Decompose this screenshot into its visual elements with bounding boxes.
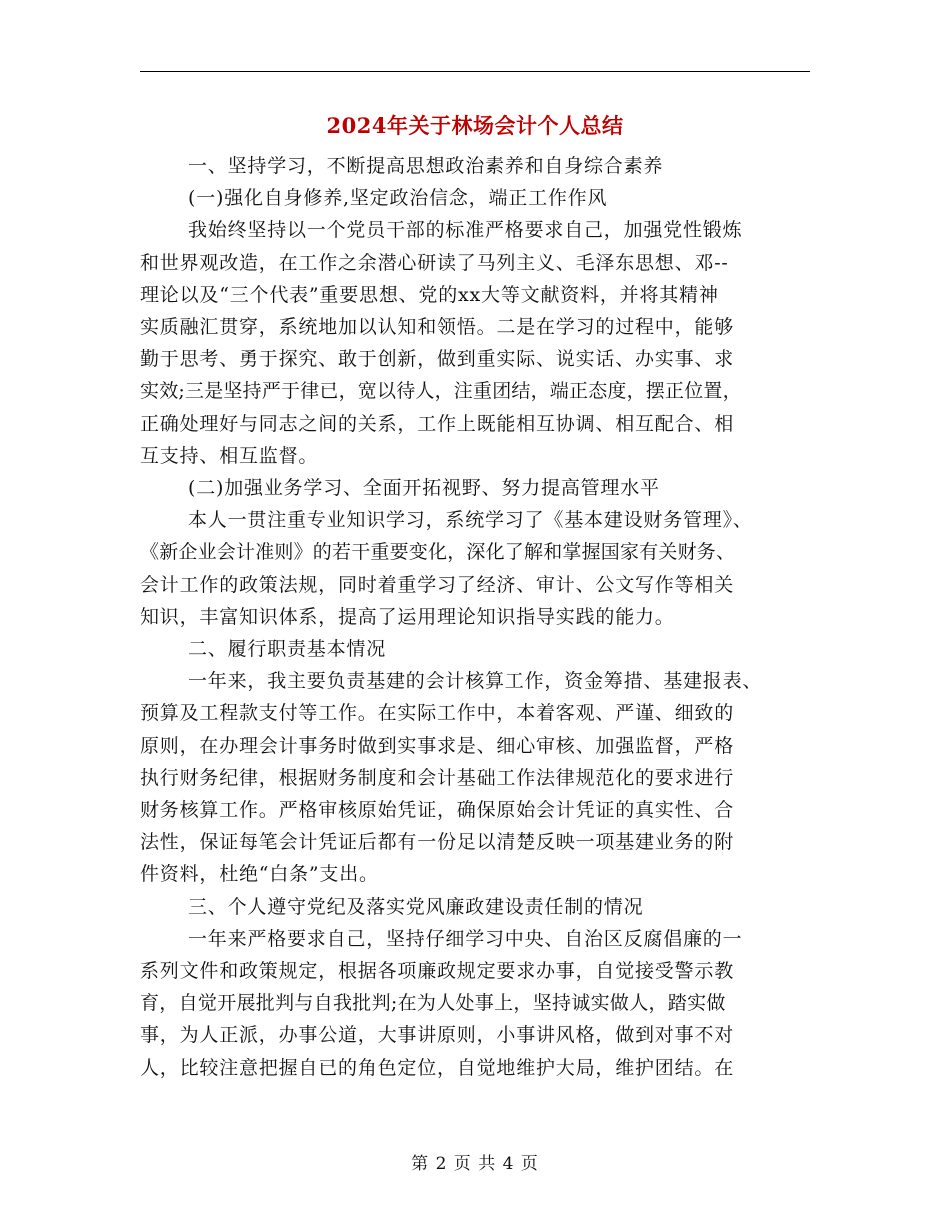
heading-3 [140,891,812,923]
text-line: 预算及工程款支付等工作。在实际工作中，本着客观、严谨、细致的 [140,702,735,725]
subheading-1-1 [140,182,812,214]
text-line: (二)加强业务学习、全面开拓视野、努力提高管理水平 [188,477,660,500]
text-line: 互支持、相互监督。 [140,444,319,467]
text-line: 一年来，我主要负责基建的会计核算工作，资金筹措、基建报表、 [188,670,763,693]
text-line: 育，自觉开展批判与自我批判;在为人处事上，坚持诚实做人，踏实做 [140,992,726,1015]
heading-1 [140,150,812,182]
text-line: 实效;三是坚持严于律已，宽以待人，注重团结，端正态度，摆正位置， [140,380,742,403]
paragraph-1 [140,214,812,472]
text-line: 实质融汇贯穿，系统地加以认知和领悟。二是在学习的过程中，能够 [140,316,735,339]
text-line: 勤于思考、勇于探究、敢于创新，做到重实际、说实话、办实事、求 [140,348,735,371]
text-line: 一、坚持学习，不断提高思想政治素养和自身综合素养 [188,155,664,177]
paragraph-4 [140,923,812,1084]
document-title: 2024年关于林场会计个人总结 [326,113,624,138]
text-line: 财务核算工作。严格审核原始凭证，确保原始会计凭证的真实性、合 [140,799,735,822]
text-line: 事，为人正派，办事公道，大事讲原则，小事讲风格，做到对事不对 [140,1024,735,1047]
text-line: 件资料，杜绝“白条”支出。 [140,863,379,886]
text-line: 法性，保证每笔会计凭证后都有一份足以清楚反映一项基建业务的附 [140,831,735,854]
text-line: 三、个人遵守党纪及落实党风廉政建设责任制的情况 [188,895,644,918]
header-rule [140,71,810,72]
subheading-1-2 [140,472,812,504]
page-footer: 第 2 页 共 4 页 [411,1154,539,1174]
heading-2 [140,633,812,665]
text-line: 我始终坚持以一个党员干部的标准严格要求自己，加强党性锻炼 [188,219,743,242]
text-line: 系列文件和政策规定，根据各项廉政规定要求办事，自觉接受警示教 [140,960,735,983]
paragraph-2 [140,504,812,633]
text-line: (一)强化自身修养,坚定政治信念，端正工作作风 [188,187,608,210]
text-line: 理论以及“三个代表”重要思想、党的xx大等文献资料，并将其精神 [140,283,719,306]
paragraph-3 [140,665,812,890]
text-line: 和世界观改造，在工作之余潜心研读了马列主义、毛泽东思想、邓-- [140,251,729,274]
text-line: 二、履行职责基本情况 [188,638,387,661]
text-line: 执行财务纪律，根据财务制度和会计基础工作法律规范化的要求进行 [140,766,735,789]
text-line: 正确处理好与同志之间的关系，工作上既能相互协调、相互配合、相 [140,412,735,435]
text-line: 原则，在办理会计事务时做到实事求是、细心审核、加强监督，严格 [140,734,735,757]
text-line: 知识，丰富知识体系，提高了运用理论知识指导实践的能力。 [140,605,675,628]
text-line: 人，比较注意把握自已的角色定位，自觉地维护大局，维护团结。在 [140,1056,735,1079]
document-body [140,150,812,1084]
text-line: 会计工作的政策法规，同时着重学习了经济、审计、公文写作等相关 [140,573,735,596]
text-line: 《新企业会计准则》的若干重要变化，深化了解和掌握国家有关财务、 [140,541,736,564]
text-line: 一年来严格要求自己，坚持仔细学习中央、自治区反腐倡廉的一 [188,927,743,950]
text-line: 本人一贯注重专业知识学习，系统学习了《基本建设财务管理》、 [188,509,753,532]
